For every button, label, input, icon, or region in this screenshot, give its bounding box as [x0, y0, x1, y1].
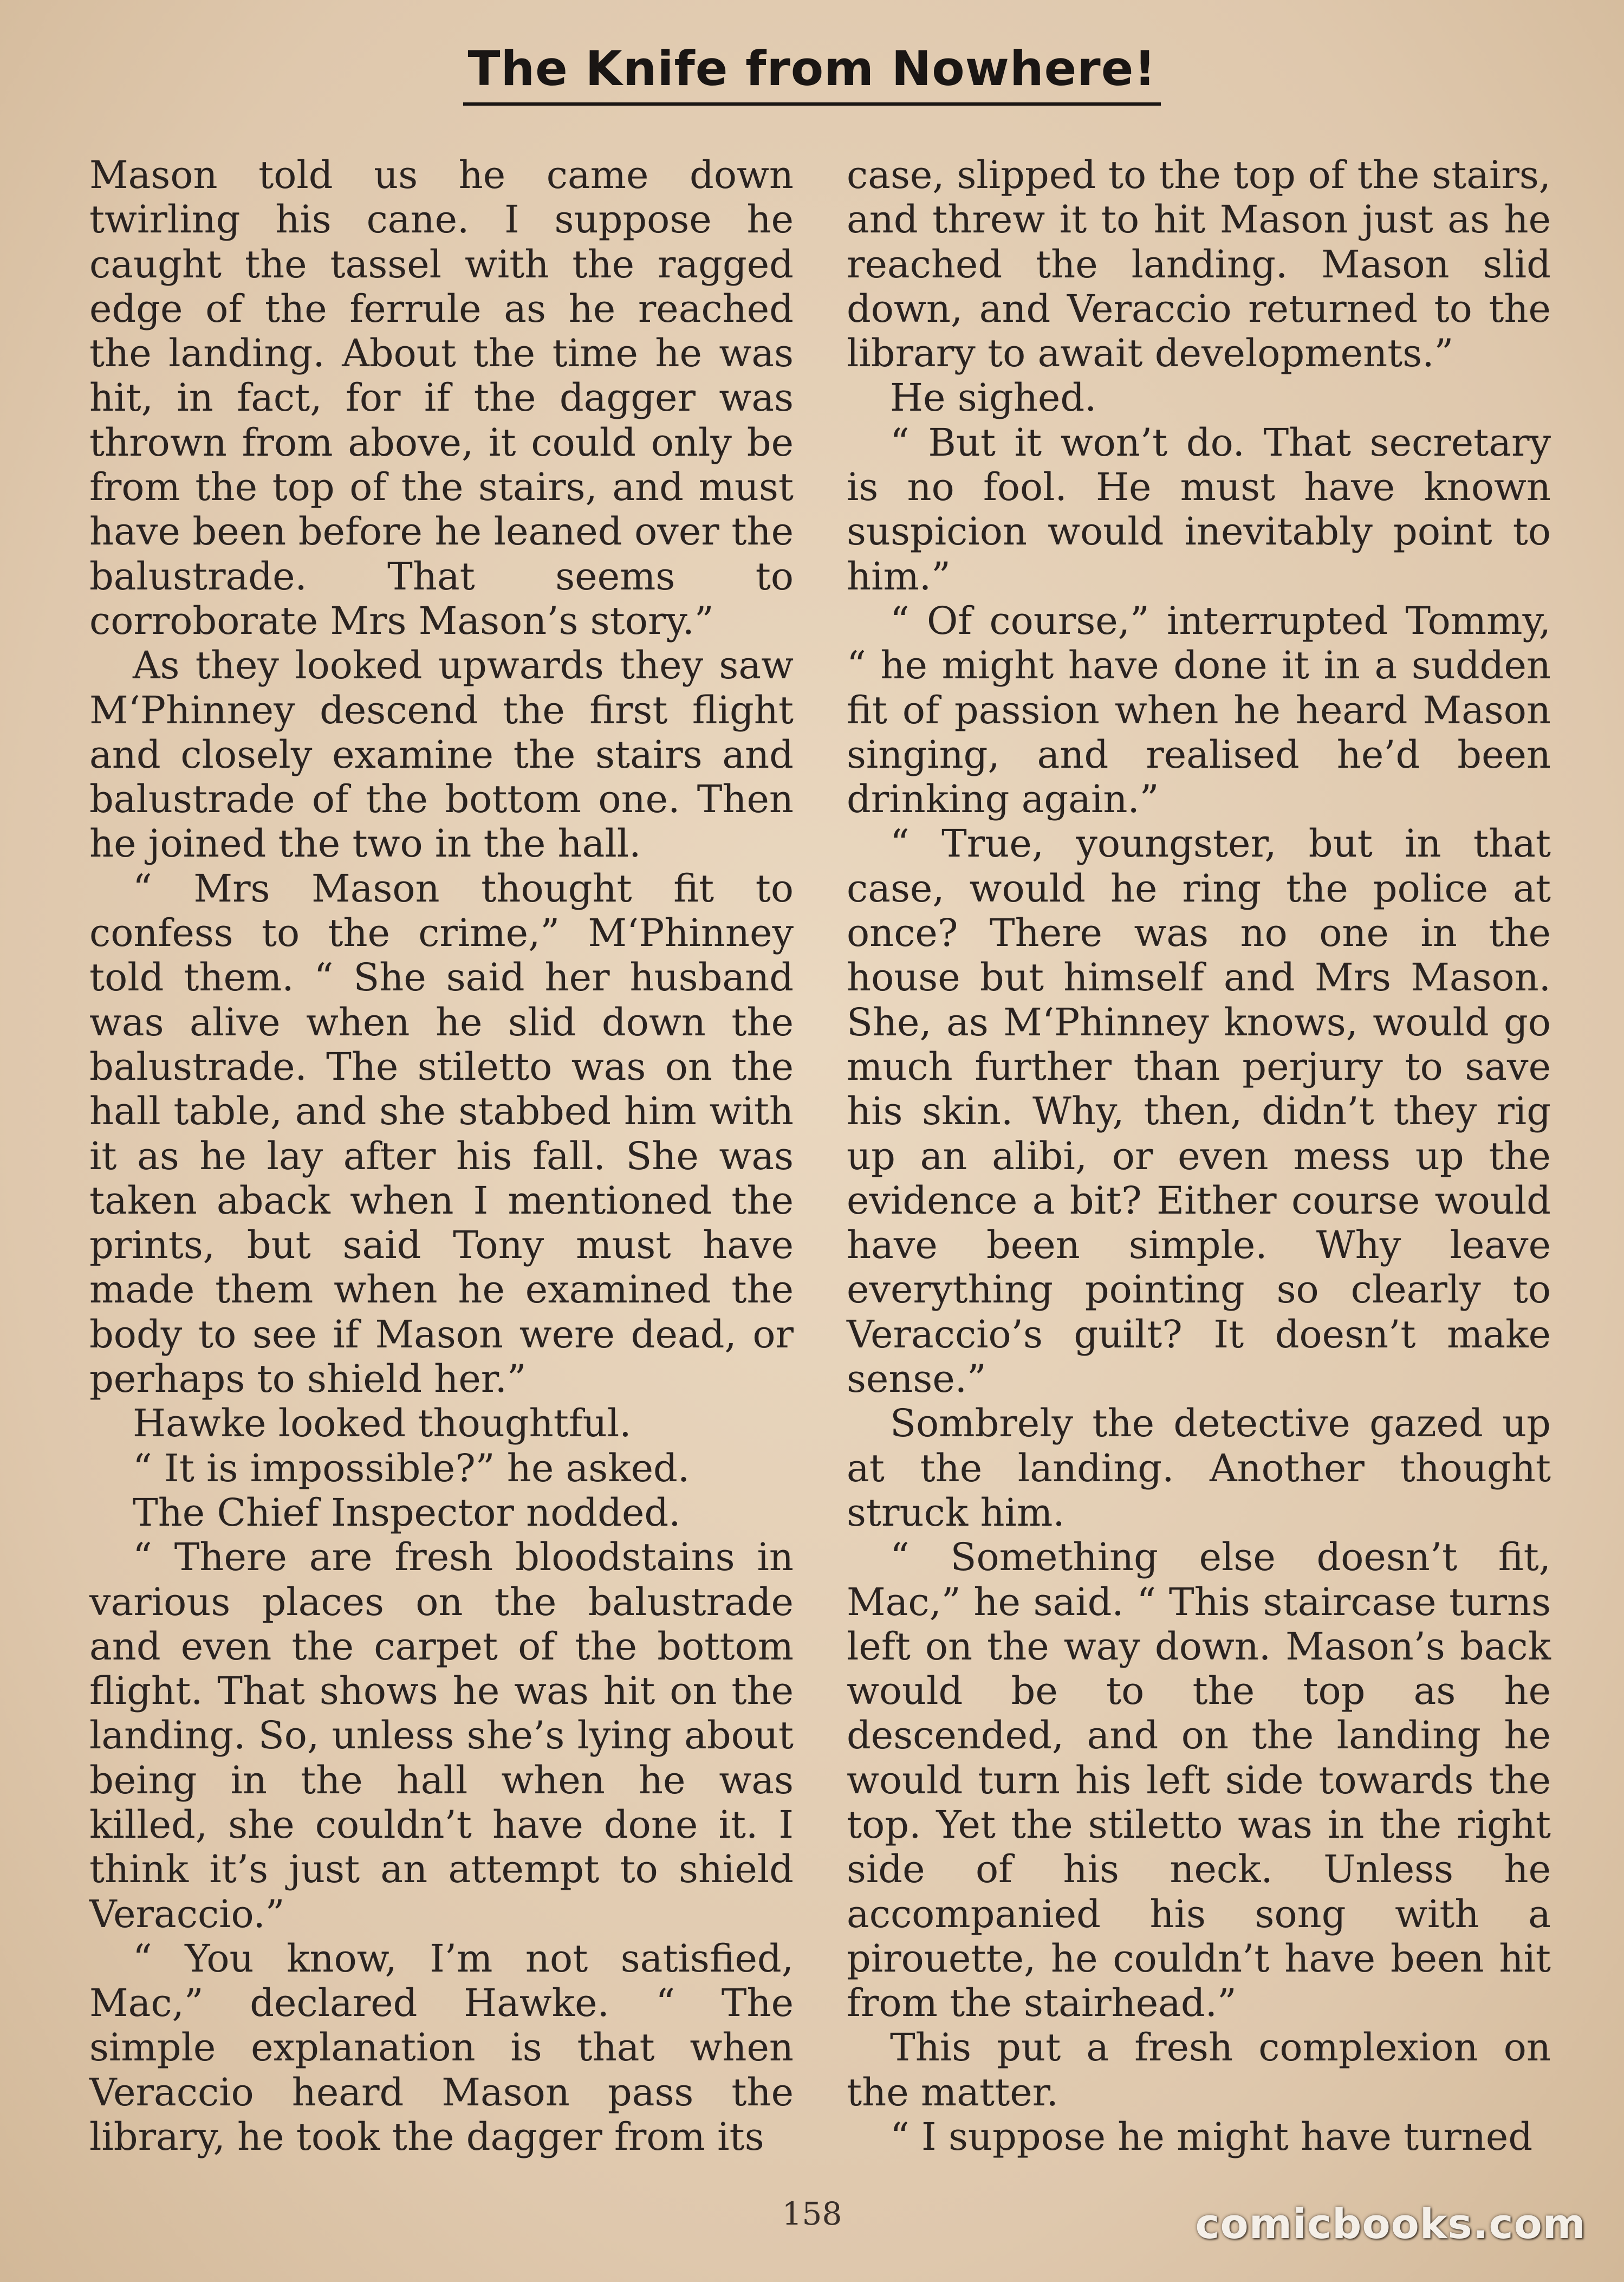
paragraph: He sighed.	[890, 375, 1097, 420]
paragraph: Hawke looked thoughtful.	[133, 1401, 632, 1446]
page-title: The Knife from Nowhere!	[463, 42, 1160, 106]
paragraph: “ There are fresh bloodstains in various places on the balustrade and even the carpet of the bottom flight. That shows he was hit on the landing. So, unless she’s lying about being in the hall when he was killed, she couldn’t have done it. I think it’s just an attempt to shield Veraccio.”	[89, 1535, 794, 1936]
page-number: 158	[782, 2195, 842, 2232]
paragraph: “ It is impossible?” he asked.	[133, 1445, 690, 1490]
watermark-logo: comicbooks.com	[1195, 2200, 1586, 2248]
paragraph: “ I suppose he might have turned	[890, 2115, 1533, 2160]
paragraph: Mason told us he came down twirling his cane. I suppose he caught the tassel with the ragged edge of the ferrule as he reached the landing. About the time he was hit, in fact, for if the dagger was thrown from above, it could only be from the top of the stairs, and must have been before he leaned over the balustrade. That seems to corroborate Mrs Mason’s story.”	[89, 153, 794, 643]
paragraph: “ You know, I’m not satisfied, Mac,” declared Hawke. “ The simple explanation is that when Veraccio heard Mason pass the library, he took the dagger from its	[89, 1936, 794, 2160]
paragraph: “ Of course,” interrupted Tommy, “ he might have done it in a sudden fit of passion when he heard Mason singing, and realised he’d been drinking again.”	[847, 598, 1551, 822]
title-block	[0, 42, 1624, 106]
left-column	[89, 153, 794, 2159]
paragraph: This put a fresh complexion on the matter.	[847, 2025, 1551, 2115]
paragraph: As they looked upwards they saw M‘Phinney descend the first flight and closely examine the stairs and balustrade of the bottom one. Then he joined the two in the hall.	[89, 643, 794, 866]
paragraph: case, slipped to the top of the stairs, and threw it to hit Mason just as he reached the landing. Mason slid down, and Veraccio returned to the library to await developments.”	[847, 153, 1551, 376]
paragraph: “ But it won’t do. That secretary is no fool. He must have known suspicion would inevitably point to him.”	[847, 420, 1551, 599]
paragraph: “ True, youngster, but in that case, would he ring the police at once? There was no one in the house but himself and Mrs Mason. She, as M‘Phinney knows, would go much further than perjury to save his skin. Why, then, didn’t they rig up an alibi, or even mess up the evidence a bit? Either course would have been simple. Why leave everything pointing so clearly to Veraccio’s guilt? It doesn’t make sense.”	[847, 821, 1551, 1402]
paragraph: Sombrely the detective gazed up at the landing. Another thought struck him.	[847, 1401, 1551, 1535]
paragraph: The Chief Inspector nodded.	[133, 1490, 681, 1535]
right-column	[847, 153, 1551, 2159]
paragraph: “ Mrs Mason thought fit to confess to the crime,” M‘Phinney told them. “ She said her husband was alive when he slid down the balustrade. The stiletto was on the hall table, and she stabbed him with it as he lay after his fall. She was taken aback when I mentioned the prints, but said Tony must have made them when he examined the body to see if Mason were dead, or perhaps to shield her.”	[89, 866, 794, 1402]
paragraph: “ Something else doesn’t fit, Mac,” he said. “ This staircase turns left on the way down. Mason’s back would be to the top as he descended, and on the landing he would turn his left side towards the top. Yet the stiletto was in the right side of his neck. Unless he accompanied his song with a pirouette, he couldn’t have been hit from the stairhead.”	[847, 1535, 1551, 2026]
